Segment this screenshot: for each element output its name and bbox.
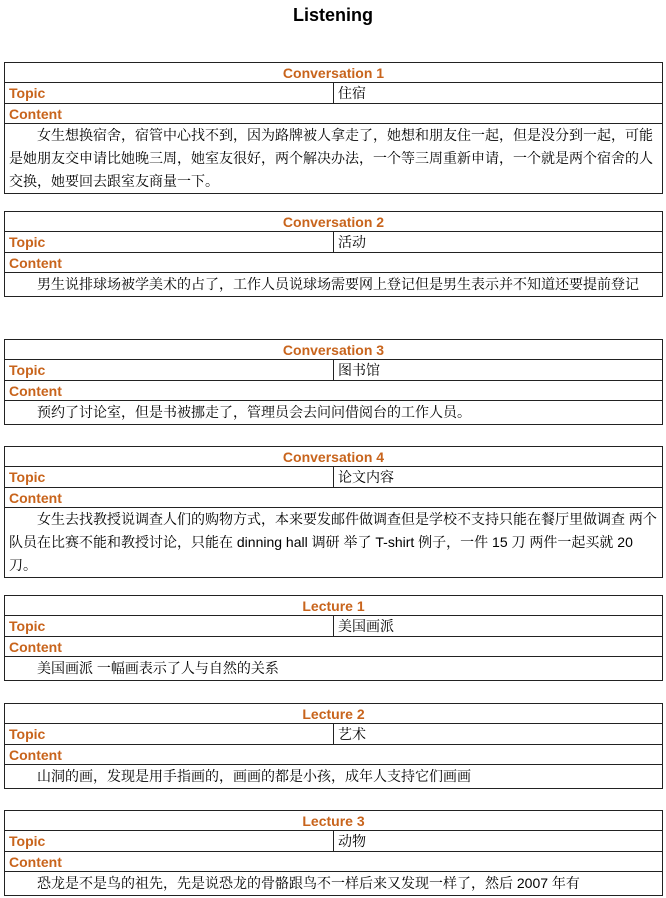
topic-label: Topic <box>5 616 334 637</box>
content-text: 恐龙是不是鸟的祖先，先是说恐龙的骨骼跟鸟不一样后来又发现一样了，然后 2007 年有 <box>5 872 663 896</box>
section-heading: Lecture 3 <box>5 811 663 831</box>
content-label: Content <box>5 104 663 124</box>
topic-value: 动物 <box>334 831 663 852</box>
topic-label: Topic <box>5 83 334 104</box>
page-title: Listening <box>293 5 373 25</box>
section-conversation-3 <box>4 339 663 425</box>
topic-value: 活动 <box>334 232 663 253</box>
content-label: Content <box>5 637 663 657</box>
section-heading: Conversation 1 <box>5 63 663 83</box>
section-heading: Lecture 2 <box>5 704 663 724</box>
topic-label: Topic <box>5 831 334 852</box>
topic-value: 论文内容 <box>334 467 663 488</box>
content-label: Content <box>5 488 663 508</box>
content-label: Content <box>5 253 663 273</box>
content-label: Content <box>5 745 663 765</box>
topic-label: Topic <box>5 232 334 253</box>
content-text: 女生去找教授说调查人们的购物方式，本来要发邮件做调查但是学校不支持只能在餐厅里做调查 两个队员在比赛不能和教授讨论，只能在 dinning hall 调研 举了 T-shirt 例子，一件 15 刀 两件一起买就 20 刀。 <box>5 508 663 578</box>
section-heading: Lecture 1 <box>5 596 663 616</box>
content-label: Content <box>5 852 663 872</box>
section-heading: Conversation 2 <box>5 212 663 232</box>
section-conversation-1 <box>4 62 663 194</box>
content-text: 美国画派 一幅画表示了人与自然的关系 <box>5 657 663 681</box>
section-heading: Conversation 3 <box>5 340 663 360</box>
content-text: 男生说排球场被学美术的占了，工作人员说球场需要网上登记但是男生表示并不知道还要提前登记 <box>5 273 663 297</box>
section-heading: Conversation 4 <box>5 447 663 467</box>
topic-label: Topic <box>5 467 334 488</box>
topic-label: Topic <box>5 724 334 745</box>
content-text: 山洞的画，发现是用手指画的，画画的都是小孩，成年人支持它们画画 <box>5 765 663 789</box>
topic-value: 艺术 <box>334 724 663 745</box>
topic-value: 住宿 <box>334 83 663 104</box>
section-conversation-4 <box>4 446 663 578</box>
section-conversation-2 <box>4 211 663 297</box>
content-text: 女生想换宿舍，宿管中心找不到，因为路牌被人拿走了，她想和朋友住一起，但是没分到一起，可能是她朋友交申请比她晚三周，她室友很好，两个解决办法，一个等三周重新申请，一个就是两个宿舍的人交换，她要回去跟室友商量一下。 <box>5 124 663 194</box>
topic-value: 图书馆 <box>334 360 663 381</box>
content-label: Content <box>5 381 663 401</box>
section-lecture-1 <box>4 595 663 681</box>
content-text: 预约了讨论室，但是书被挪走了，管理员会去问问借阅台的工作人员。 <box>5 401 663 425</box>
section-lecture-2 <box>4 703 663 789</box>
topic-value: 美国画派 <box>334 616 663 637</box>
topic-label: Topic <box>5 360 334 381</box>
section-lecture-3 <box>4 810 663 896</box>
